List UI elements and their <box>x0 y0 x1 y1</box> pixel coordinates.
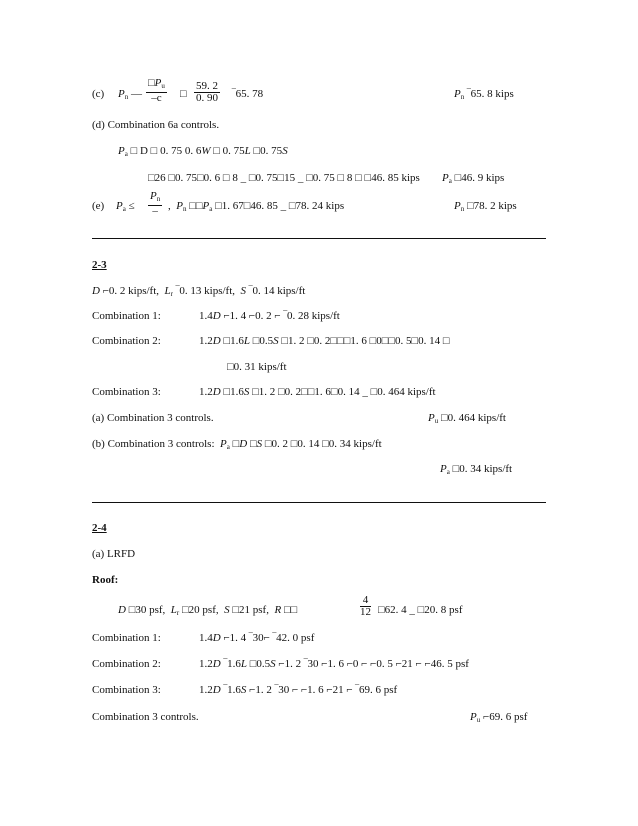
s24-r-fraction: 4 12 <box>360 594 371 618</box>
s23-part-b-text: (b) Combination 3 controls: $P_a$ □D □S □0. 2 □0. 14 □0. 34 kips/ft <box>92 438 382 451</box>
s23-combination-2-continued: □0. 31 kips/ft <box>227 361 287 373</box>
part-c-numeric-fraction: 59. 2 0. 90 <box>196 80 218 104</box>
s24-roof-heading: Roof: <box>92 574 119 586</box>
s23-part-a-text: (a) Combination 3 controls. <box>92 412 214 424</box>
part-d-answer: $P_a$ □46. 9 kips <box>442 172 505 185</box>
part-e-label: (e) <box>92 200 105 212</box>
s24-controls-answer: $P_u$ ⌐69. 6 psf <box>470 711 528 724</box>
s24-loads: D □30 psf, $L_r$ □20 psf, S □21 psf, R □□ <box>118 604 298 617</box>
part-d-calculation: □26 □0. 75□0. 6 □ 8 _ □0. 75□15 _ □0. 75 □ 8 □ □46. 85 kips <box>148 172 420 184</box>
s23-combination-2-expression: 1.2D □1.6L □0.5S □1. 2 □0. 2□□□1. 6 □0□□0. 5□0. 14 □ <box>199 335 450 347</box>
part-c-label: (c) <box>92 88 105 100</box>
s24-combination-2-label: Combination 2: <box>92 658 161 670</box>
part-c-answer: $P_n$ ‾65. 8 kips <box>454 88 514 101</box>
part-c-phi-fraction: $□P_u$ –c <box>148 77 165 104</box>
s23-loads: D ⌐0. 2 kips/ft, $L_r$ ‾0. 13 kips/ft, S ‾0. 14 kips/ft <box>92 285 306 298</box>
section-title-2-4: 2-4 <box>92 522 107 534</box>
section-divider <box>92 238 546 239</box>
s24-controls-text: Combination 3 controls. <box>92 711 199 723</box>
s23-combination-3-expression: 1.2D □1.6S □1. 2 □0. 2□□1. 6□0. 14 _ □0. 464 kips/ft <box>199 386 436 398</box>
s24-combination-2-expression: 1.2D ‾1.6L □0.5S ⌐1. 2 ‾30 ⌐1. 6 ⌐0 ⌐ ⌐0. 5 ⌐21 ⌐ ⌐46. 5 psf <box>199 658 469 670</box>
s23-combination-3-label: Combination 3: <box>92 386 161 398</box>
s23-combination-2-label: Combination 2: <box>92 335 161 347</box>
s24-subtitle: (a) LRFD <box>92 548 136 560</box>
part-e-inequality: $P_a$ ≤ <box>116 200 135 213</box>
s23-combination-1-label: Combination 1: <box>92 310 161 322</box>
s24-combination-1-expression: 1.4D ⌐1. 4 ‾30⌐ ‾42. 0 psf <box>199 632 315 644</box>
part-e-answer: $P_n$ □78. 2 kips <box>454 200 517 213</box>
s23-combination-1-expression: 1.4D ⌐1. 4 ⌐0. 2 ⌐ ‾0. 28 kips/ft <box>199 310 340 322</box>
s23-part-b-answer: $P_a$ □0. 34 kips/ft <box>440 463 513 476</box>
part-e-fraction: $P_n$ – <box>150 190 161 217</box>
section-divider <box>92 502 546 503</box>
s24-combination-3-label: Combination 3: <box>92 684 161 696</box>
part-c-mid: □ <box>180 88 187 100</box>
part-c-equation: $P_n$ — <box>118 88 142 101</box>
s24-combination-3-expression: 1.2D ‾1.6S ⌐1. 2 ‾30 ⌐ ⌐1. 6 ⌐21 ⌐ ‾69. 6 psf <box>199 684 398 696</box>
s24-combination-1-label: Combination 1: <box>92 632 161 644</box>
section-title-2-3: 2-3 <box>92 259 107 271</box>
s24-r-result: □62. 4 _ □20. 8 psf <box>378 604 463 616</box>
part-c-result: ‾65. 78 <box>232 88 264 100</box>
part-d-label: (d) Combination 6a controls. <box>92 119 220 131</box>
s23-part-a-answer: $P_u$ □0. 464 kips/ft <box>428 412 506 425</box>
part-e-equation: , $P_n$ $□□P_a$ □1. 67□46. 85 _ □78. 24 kips <box>168 200 345 213</box>
part-d-equation: $P_a$ □ D □ 0. 75 0. 6W □ 0. 75L □0. 75S <box>118 145 288 158</box>
